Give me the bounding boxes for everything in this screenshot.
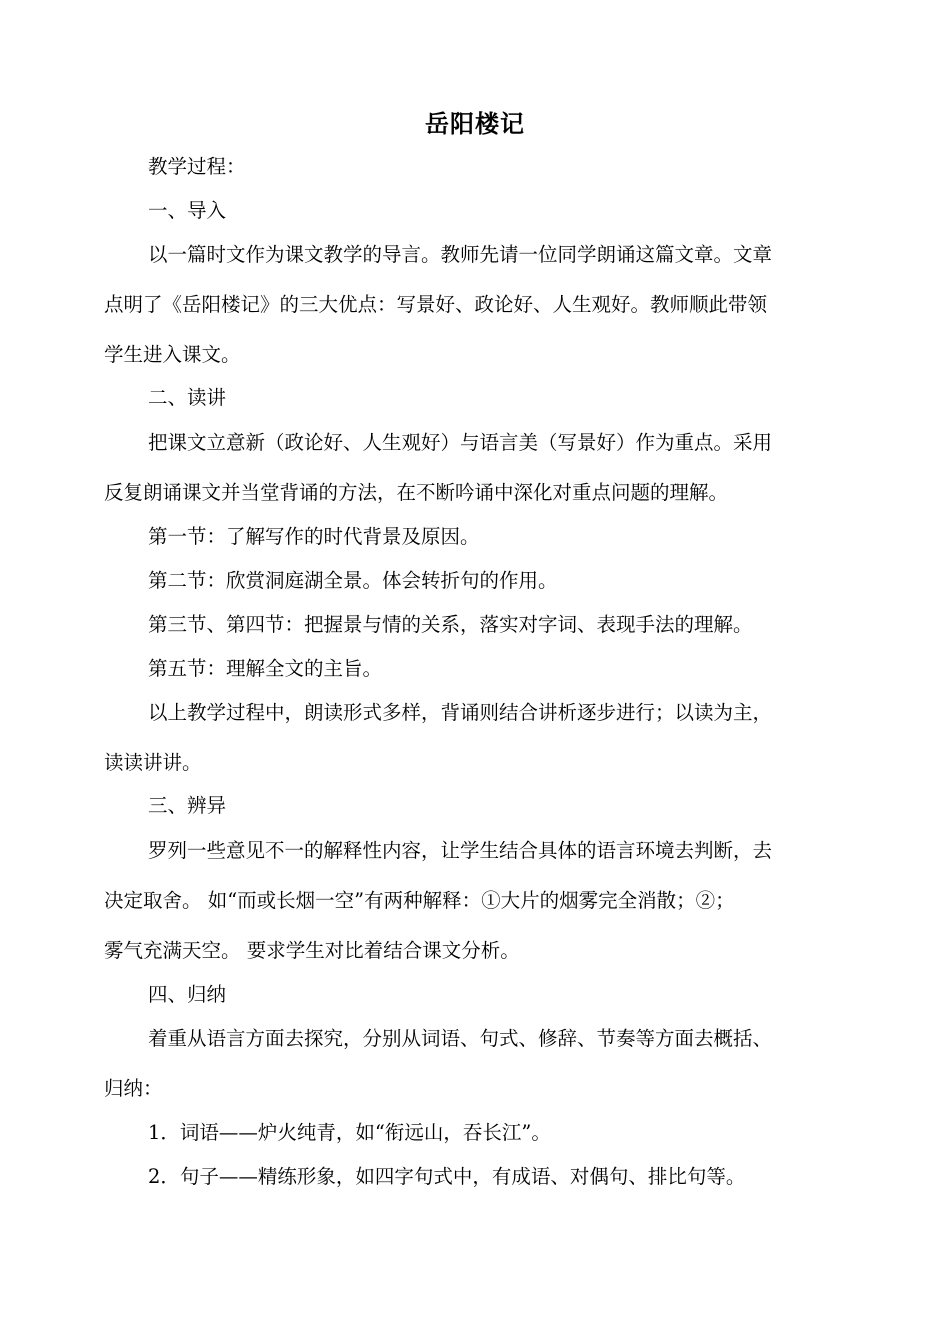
section-heading: 二、读讲 [148, 386, 227, 409]
text-line: 以一篇时文作为课文教学的导言。教师先请一位同学朗诵这篇文章。文章 [148, 243, 773, 266]
document-title: 岳阳楼记 [425, 109, 525, 138]
text-line: 读读讲讲。 [104, 751, 202, 774]
text-line: 雾气充满天空。 要求学生对比着结合课文分析。 [104, 939, 520, 962]
text-line: 决定取舍。 如“而或长烟一空”有两种解释：①大片的烟雾完全消散；②； [104, 889, 735, 912]
text-line: 把课文立意新（政论好、人生观好）与语言美（写景好）作为重点。采用 [148, 431, 773, 454]
list-item: 2．句子——精练形象，如四字句式中，有成语、对偶句、排比句等。 [148, 1165, 746, 1188]
text-line: 罗列一些意见不一的解释性内容，让学生结合具体的语言环境去判断，去 [148, 839, 773, 862]
section-heading: 一、导入 [148, 199, 227, 222]
text-line: 学生进入课文。 [104, 343, 241, 366]
text-line: 以上教学过程中，朗读形式多样，背诵则结合讲析逐步进行；以读为主， [148, 701, 773, 724]
section-heading: 三、辨异 [148, 794, 227, 817]
text-line: 第二节：欣赏洞庭湖全景。体会转折句的作用。 [148, 569, 558, 592]
text-line: 反复朗诵课文并当堂背诵的方法，在不断吟诵中深化对重点问题的理解。 [104, 481, 729, 504]
text-line: 点明了《岳阳楼记》的三大优点：写景好、政论好、人生观好。教师顺此带领 [104, 293, 768, 316]
text-line: 着重从语言方面去探究，分别从词语、句式、修辞、节奏等方面去概括、 [148, 1027, 773, 1050]
list-item: 1．词语——炉火纯青，如“衔远山，吞长江”。 [148, 1121, 551, 1144]
text-line: 归纳： [104, 1077, 163, 1100]
section-heading: 四、归纳 [148, 983, 227, 1006]
text-line: 第一节：了解写作的时代背景及原因。 [148, 525, 480, 548]
text-line: 第三节、第四节：把握景与情的关系，落实对字词、表现手法的理解。 [148, 613, 753, 636]
text-line: 第五节：理解全文的主旨。 [148, 657, 383, 680]
text-line: 教学过程： [148, 155, 246, 178]
